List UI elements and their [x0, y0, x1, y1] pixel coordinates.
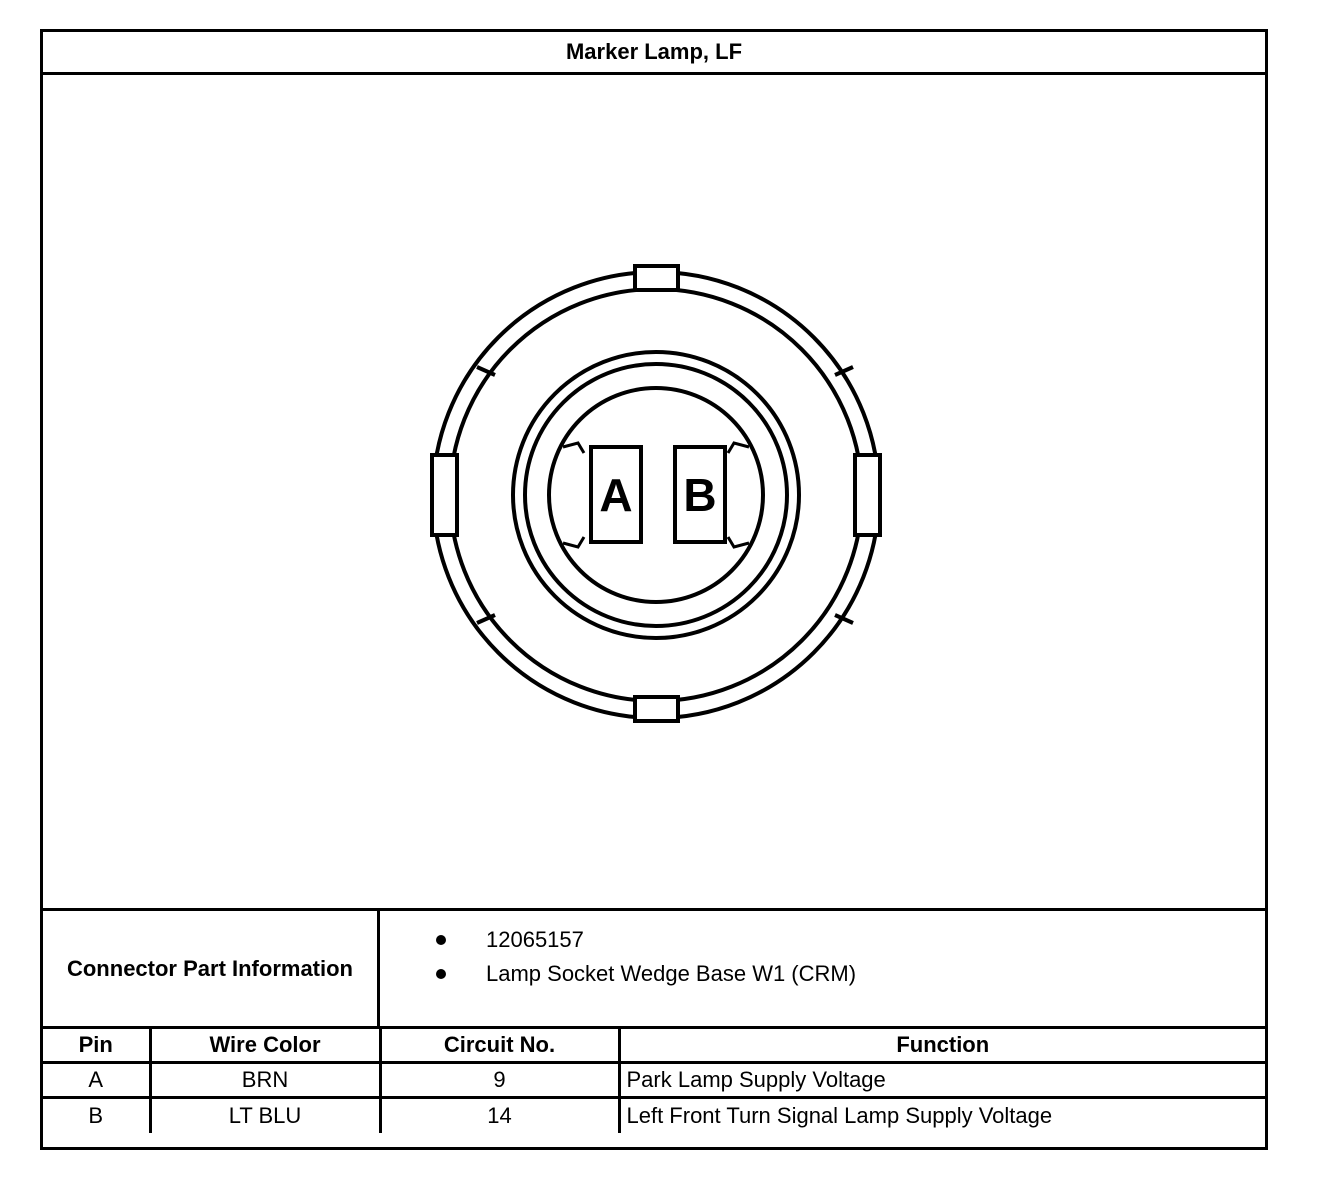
header-pin: Pin [43, 1028, 150, 1063]
sheet-title: Marker Lamp, LF [43, 32, 1265, 75]
locking-tab-top [635, 266, 678, 290]
bullet-icon [436, 935, 446, 945]
connector-sheet [40, 29, 1268, 1150]
cell-function: Left Front Turn Signal Lamp Supply Voltage [619, 1098, 1265, 1133]
table-row [43, 1098, 1265, 1133]
socket-ring-middle [525, 364, 787, 626]
keyway-notch [728, 537, 749, 547]
header-wire-color: Wire Color [150, 1028, 380, 1063]
cell-function: Park Lamp Supply Voltage [619, 1063, 1265, 1098]
header-function: Function [619, 1028, 1265, 1063]
connector-outer-rim [433, 272, 879, 718]
socket-ring-outer [513, 352, 799, 638]
part-list-item [380, 923, 1265, 957]
locking-tab-left [432, 455, 457, 535]
part-description: Lamp Socket Wedge Base W1 (CRM) [486, 961, 857, 986]
keyway-notch [728, 443, 749, 453]
pin-label-a: A [599, 469, 633, 521]
cell-pin: B [43, 1098, 150, 1133]
cell-pin: A [43, 1063, 150, 1098]
pin-label-b: B [683, 469, 717, 521]
connector-face-view [43, 75, 1265, 908]
connector-part-information [43, 908, 1265, 1026]
locking-tab-bottom [635, 697, 678, 721]
keyway-notch [563, 537, 584, 547]
header-circuit-no: Circuit No. [380, 1028, 619, 1063]
connector-part-list [380, 911, 1265, 1026]
cell-wire-color: LT BLU [150, 1098, 380, 1133]
table-row [43, 1063, 1265, 1098]
pin-table [43, 1026, 1265, 1133]
connector-part-information-label: Connector Part Information [43, 911, 380, 1026]
bullet-icon [436, 969, 446, 979]
cell-circuit-no: 14 [380, 1098, 619, 1133]
part-list-item [380, 957, 1265, 991]
locking-tab-right [855, 455, 880, 535]
connector-drawing [43, 75, 1265, 908]
cell-wire-color: BRN [150, 1063, 380, 1098]
keyway-notch [563, 443, 584, 453]
pin-table-header [43, 1028, 1265, 1063]
socket-ring-inner [549, 388, 763, 602]
part-number: 12065157 [486, 927, 584, 952]
cell-circuit-no: 9 [380, 1063, 619, 1098]
